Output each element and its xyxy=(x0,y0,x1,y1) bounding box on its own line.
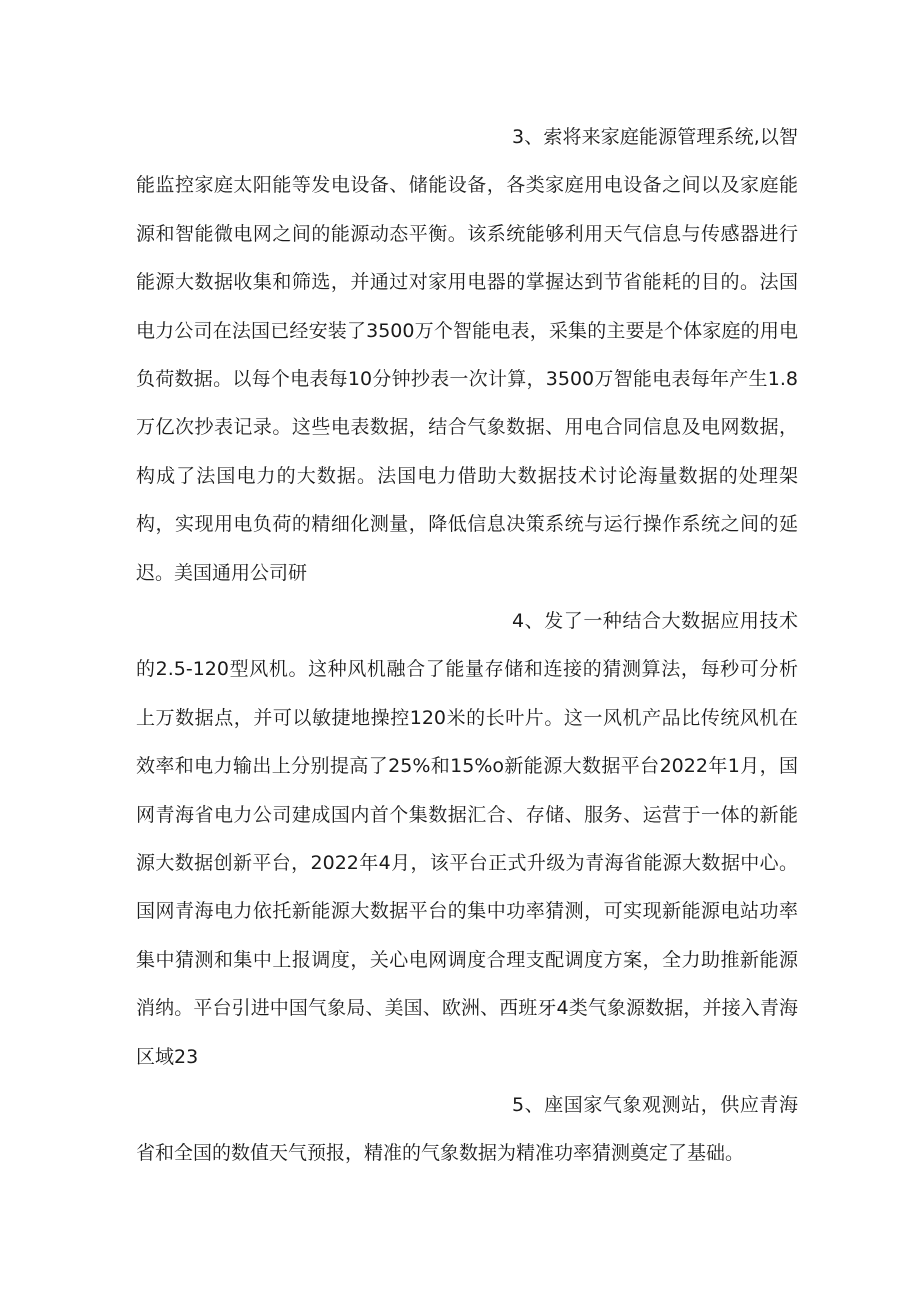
paragraph-5 xyxy=(136,1081,798,1178)
paragraph-3-text: 3、索将来家庭能源管理系统,以智能监控家庭太阳能等发电设备、储能设备，各类家庭用电设备之间以及家庭能源和智能微电网之间的能源动态平衡。该系统能够利用天气信息与传感器进行能源大数据收集和筛选，并通过对家用电器的掌握达到节省能耗的目的。法国电力公司在法国已经安装了3500万个智能电表，采集的主要是个体家庭的用电负荷数据。以每个电表每10分钟抄表一次计算，3500万智能电表每年产生1.8万亿次抄表记录。这些电表数据，结合气象数据、用电合同信息及电网数据，构成了法国电力的大数据。法国电力借助大数据技术讨论海量数据的处理架构，实现用电负荷的精细化测量，降低信息决策系统与运行操作系统之间的延迟。美国通用公司研 xyxy=(136,126,798,584)
paragraph-4 xyxy=(136,597,798,1081)
paragraph-3 xyxy=(136,113,798,597)
paragraph-4-text: 4、发了一种结合大数据应用技术的2.5-120型风机。这种风机融合了能量存储和连接的猜测算法，每秒可分析上万数据点，并可以敏捷地操控120米的长叶片。这一风机产品比传统风机在效率和电力输出上分别提高了25%和15%o新能源大数据平台2022年1月，国网青海省电力公司建成国内首个集数据汇合、存储、服务、运营于一体的新能源大数据创新平台，2022年4月，该平台正式升级为青海省能源大数据中心。国网青海电力依托新能源大数据平台的集中功率猜测，可实现新能源电站功率集中猜测和集中上报调度，关心电网调度合理支配调度方案，全力助推新能源消纳。平台引进中国气象局、美国、欧洲、西班牙4类气象源数据，并接入青海区域23 xyxy=(136,610,798,1068)
paragraph-5-text: 5、座国家气象观测站，供应青海省和全国的数值天气预报，精准的气象数据为精准功率猜测奠定了基础。 xyxy=(136,1094,798,1165)
